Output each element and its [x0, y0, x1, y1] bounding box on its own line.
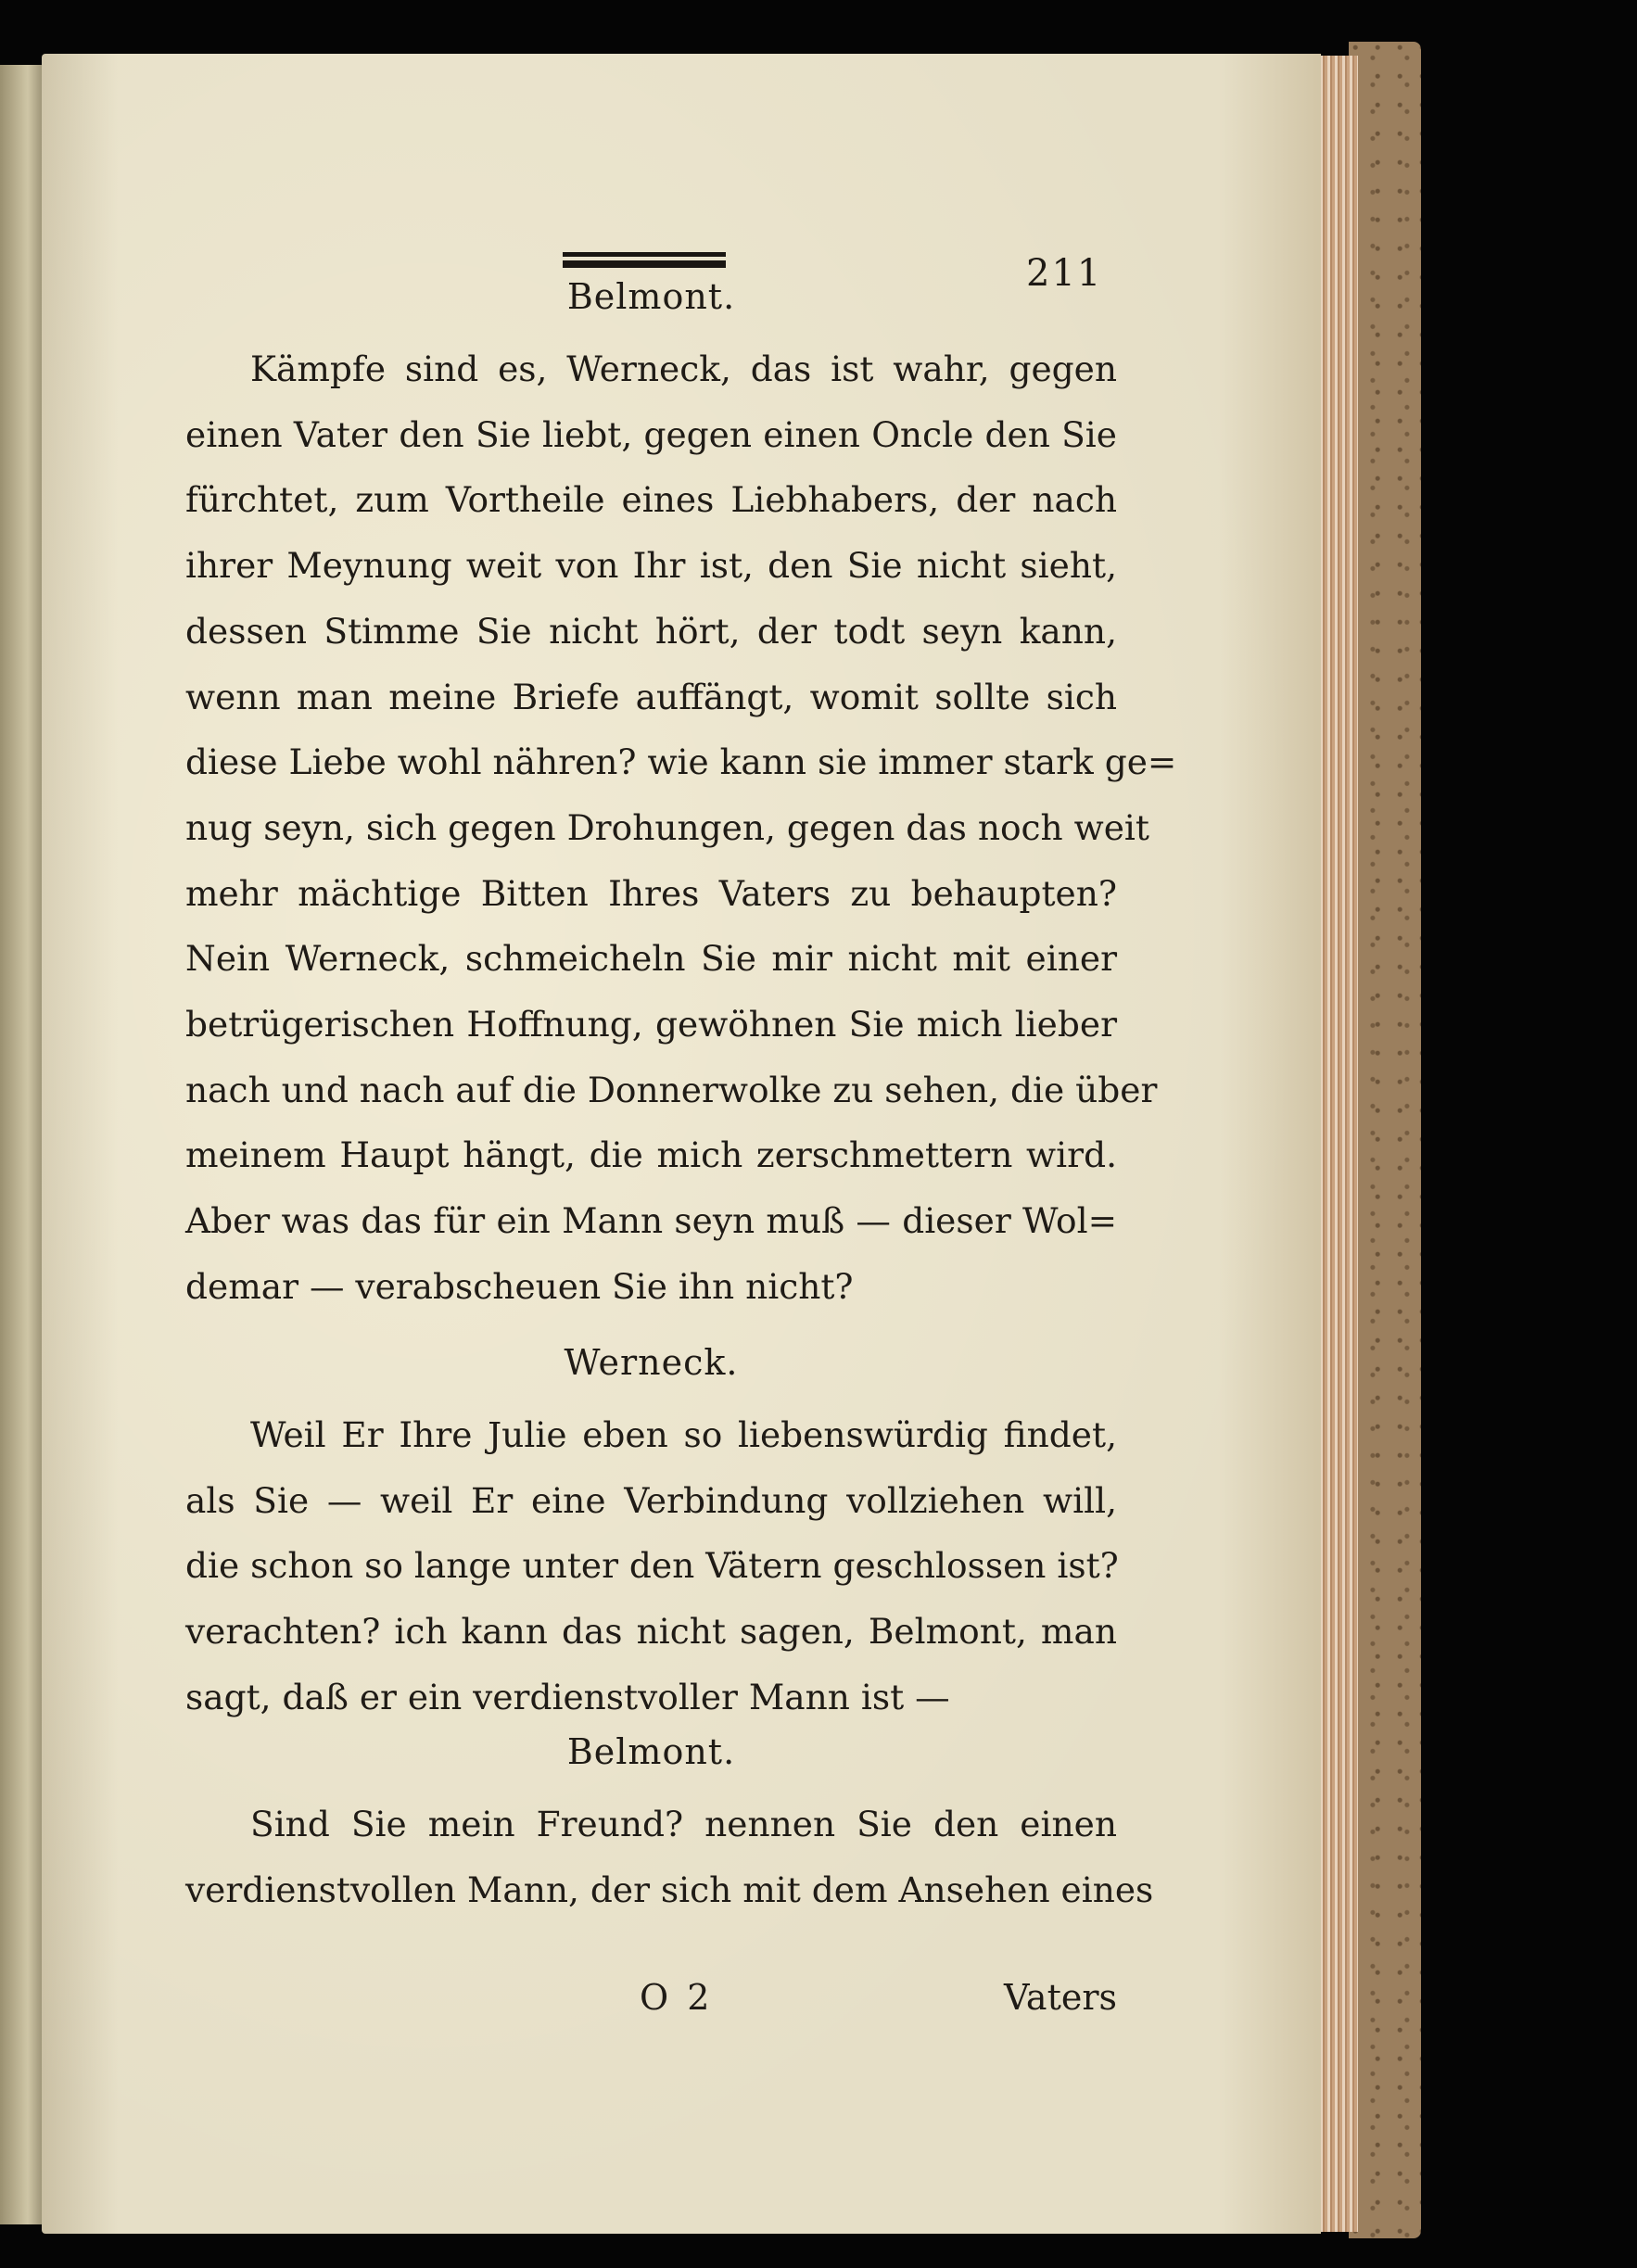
- dialogue-paragraph: [185, 336, 1177, 1320]
- speaker-heading: Werneck.: [564, 1342, 739, 1383]
- page-footer: [185, 1977, 1117, 2033]
- text-line: nug seyn, sich gegen Drohungen, gegen das noch weit: [185, 806, 1149, 848]
- text-line: Nein Werneck, schmeicheln Sie mir nicht mit einer: [185, 938, 1117, 980]
- text-line: Weil Er Ihre Julie eben so liebenswürdig findet,: [250, 1414, 1117, 1455]
- text-line: ihrer Meynung weit von Ihr ist, den Sie nicht sieht,: [185, 545, 1117, 587]
- text-line: einen Vater den Sie liebt, gegen einen Oncle den Sie: [185, 413, 1117, 455]
- text-line: nach und nach auf die Donnerwolke zu sehen, die über: [185, 1069, 1158, 1110]
- text-line: die schon so lange unter den Vätern geschlossen ist?: [185, 1545, 1119, 1587]
- text-line: Aber was das für ein Mann seyn muß — dieser Wol=: [185, 1200, 1117, 1242]
- speaker-heading: Belmont.: [566, 1731, 736, 1772]
- text-line: verdienstvollen Mann, der sich mit dem Ansehen eines: [185, 1869, 1154, 1910]
- text-line: meinem Haupt hängt, die mich zerschmettern wird.: [185, 1134, 1117, 1176]
- text-line: diese Liebe wohl nähren? wie kann sie immer stark ge=: [185, 741, 1177, 783]
- text-line: Sind Sie mein Freund? nennen Sie den einen: [250, 1804, 1117, 1844]
- header-rule: [563, 252, 726, 271]
- page-number: 211: [1026, 252, 1103, 295]
- book-page: [42, 54, 1321, 2234]
- signature-mark: O 2: [640, 1977, 714, 2018]
- text-line: sagt, daß er ein verdienstvoller Mann ist —: [185, 1676, 950, 1717]
- text-line: demar — verabscheuen Sie ihn nicht?: [185, 1265, 854, 1307]
- speaker-heading: Belmont.: [566, 276, 736, 317]
- catchword: Vaters: [1003, 1977, 1117, 2018]
- book-cover-edge: [1349, 42, 1421, 2238]
- text-line: betrügerischen Hoffnung, gewöhnen Sie mich lieber: [185, 1004, 1117, 1045]
- text-line: dessen Stimme Sie nicht hört, der todt seyn kann,: [185, 610, 1117, 652]
- text-line: mehr mächtige Bitten Ihres Vaters zu behaupten?: [185, 872, 1117, 914]
- dialogue-paragraph: [185, 1402, 1117, 1730]
- text-line: wenn man meine Briefe auffängt, womit sollte sich: [185, 676, 1117, 717]
- text-line: als Sie — weil Er eine Verbindung vollziehen will,: [185, 1479, 1117, 1521]
- dialogue-paragraph: [185, 1792, 1154, 1922]
- text-line: fürchtet, zum Vortheile eines Liebhabers, der nach: [185, 479, 1117, 521]
- text-line: Kämpfe sind es, Werneck, das ist wahr, gegen: [250, 348, 1117, 389]
- text-line: verachten? ich kann das nicht sagen, Belmont, man: [185, 1611, 1117, 1653]
- left-page-edge: [0, 65, 46, 2224]
